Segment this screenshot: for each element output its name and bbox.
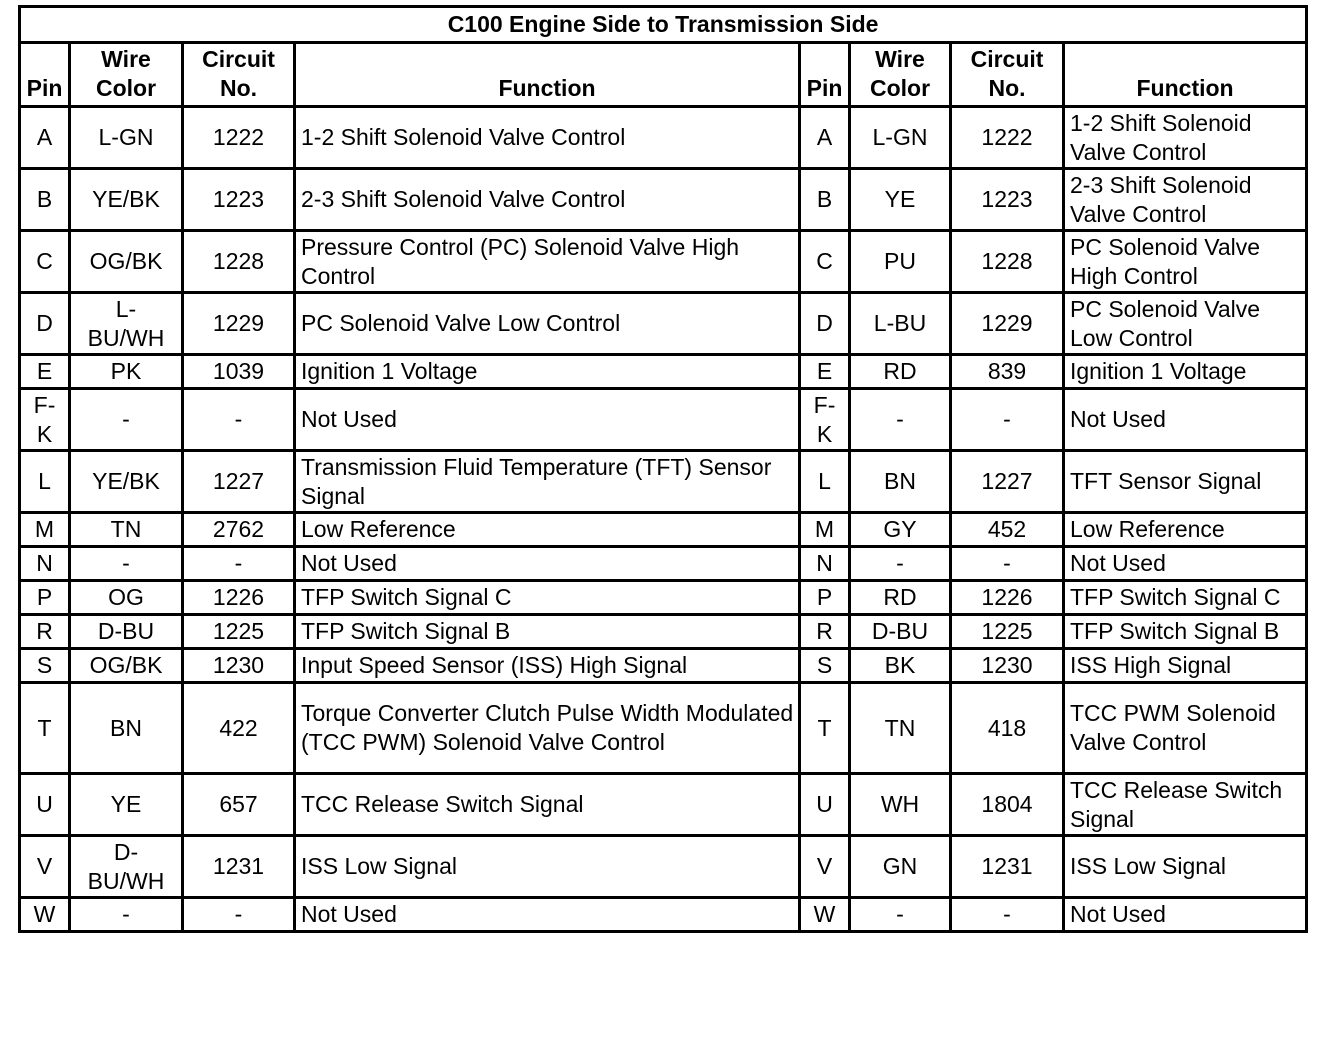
transmission-circuit-number: 1229 <box>951 293 1064 355</box>
engine-pin: L <box>20 451 70 513</box>
table-row <box>20 293 1307 355</box>
transmission-circuit-number: 1227 <box>951 451 1064 513</box>
table-row <box>20 581 1307 615</box>
table-row <box>20 107 1307 169</box>
transmission-function: Low Reference <box>1064 513 1307 547</box>
engine-pin: A <box>20 107 70 169</box>
engine-circuit-number: 1228 <box>183 231 295 293</box>
engine-function: TFP Switch Signal B <box>295 615 800 649</box>
transmission-circuit-number: - <box>951 547 1064 581</box>
engine-wire-color: YE/BK <box>70 451 183 513</box>
transmission-pin: A <box>800 107 850 169</box>
engine-circuit-number: 1223 <box>183 169 295 231</box>
engine-circuit-number: - <box>183 898 295 932</box>
engine-pin: R <box>20 615 70 649</box>
engine-pin: M <box>20 513 70 547</box>
transmission-circuit-number: 1804 <box>951 774 1064 836</box>
transmission-function: PC Solenoid Valve High Control <box>1064 231 1307 293</box>
table-row <box>20 774 1307 836</box>
transmission-wire-color: - <box>850 389 951 451</box>
header-wire-line2: Color <box>95 75 157 101</box>
transmission-pin: E <box>800 355 850 389</box>
engine-pin: S <box>20 649 70 683</box>
table-row <box>20 231 1307 293</box>
engine-wire-color: - <box>70 389 183 451</box>
engine-function: Ignition 1 Voltage <box>295 355 800 389</box>
engine-wire-color: - <box>70 898 183 932</box>
engine-wire-color: OG/BK <box>70 649 183 683</box>
transmission-wire-color: PU <box>850 231 951 293</box>
engine-function: Torque Converter Clutch Pulse Width Modulated (TCC PWM) Solenoid Valve Control <box>295 683 800 774</box>
engine-function: PC Solenoid Valve Low Control <box>295 293 800 355</box>
table-body <box>20 107 1307 932</box>
transmission-circuit-number: 1228 <box>951 231 1064 293</box>
column-header-row <box>20 43 1307 107</box>
transmission-function: Not Used <box>1064 389 1307 451</box>
table-row <box>20 451 1307 513</box>
header-circuit-line1: Circuit <box>970 46 1044 72</box>
transmission-pin: T <box>800 683 850 774</box>
table-row <box>20 513 1307 547</box>
engine-pin: P <box>20 581 70 615</box>
engine-circuit-number: 2762 <box>183 513 295 547</box>
engine-circuit-number: 1231 <box>183 836 295 898</box>
engine-circuit-number: 1225 <box>183 615 295 649</box>
engine-wire-color: D-BU/WH <box>70 836 183 898</box>
engine-function: Not Used <box>295 547 800 581</box>
transmission-function: ISS Low Signal <box>1064 836 1307 898</box>
engine-function: ISS Low Signal <box>295 836 800 898</box>
transmission-wire-color: L-GN <box>850 107 951 169</box>
header-wire-color-transmission <box>850 43 951 107</box>
engine-circuit-number: 422 <box>183 683 295 774</box>
table-row <box>20 898 1307 932</box>
engine-function: Not Used <box>295 389 800 451</box>
table-title: C100 Engine Side to Transmission Side <box>20 7 1307 43</box>
engine-pin: D <box>20 293 70 355</box>
transmission-pin: V <box>800 836 850 898</box>
transmission-circuit-number: 1222 <box>951 107 1064 169</box>
engine-pin: V <box>20 836 70 898</box>
header-pin-engine: Pin <box>20 43 70 107</box>
header-circuit-line1: Circuit <box>202 46 275 72</box>
engine-function: TFP Switch Signal C <box>295 581 800 615</box>
transmission-pin: L <box>800 451 850 513</box>
engine-function: 2-3 Shift Solenoid Valve Control <box>295 169 800 231</box>
header-function-transmission: Function <box>1064 43 1307 107</box>
header-wire-line1: Wire <box>101 46 151 72</box>
engine-pin: C <box>20 231 70 293</box>
transmission-pin: C <box>800 231 850 293</box>
transmission-circuit-number: 418 <box>951 683 1064 774</box>
engine-function: Not Used <box>295 898 800 932</box>
transmission-function: 1-2 Shift Solenoid Valve Control <box>1064 107 1307 169</box>
transmission-circuit-number: - <box>951 898 1064 932</box>
engine-circuit-number: 1227 <box>183 451 295 513</box>
transmission-function: TFT Sensor Signal <box>1064 451 1307 513</box>
transmission-circuit-number: 1226 <box>951 581 1064 615</box>
engine-pin: B <box>20 169 70 231</box>
transmission-wire-color: GN <box>850 836 951 898</box>
engine-pin: T <box>20 683 70 774</box>
table-row <box>20 836 1307 898</box>
transmission-function: Not Used <box>1064 898 1307 932</box>
transmission-pin: N <box>800 547 850 581</box>
engine-wire-color: YE/BK <box>70 169 183 231</box>
engine-wire-color: OG <box>70 581 183 615</box>
engine-function: 1-2 Shift Solenoid Valve Control <box>295 107 800 169</box>
engine-wire-color: YE <box>70 774 183 836</box>
transmission-pin: P <box>800 581 850 615</box>
transmission-function: TFP Switch Signal B <box>1064 615 1307 649</box>
transmission-circuit-number: 1231 <box>951 836 1064 898</box>
engine-circuit-number: - <box>183 389 295 451</box>
transmission-function: 2-3 Shift Solenoid Valve Control <box>1064 169 1307 231</box>
transmission-circuit-number: - <box>951 389 1064 451</box>
transmission-function: TCC PWM Solenoid Valve Control <box>1064 683 1307 774</box>
engine-circuit-number: 1226 <box>183 581 295 615</box>
engine-pin: W <box>20 898 70 932</box>
table-row <box>20 169 1307 231</box>
header-wire-color-engine <box>70 43 183 107</box>
transmission-wire-color: D-BU <box>850 615 951 649</box>
transmission-function: TFP Switch Signal C <box>1064 581 1307 615</box>
engine-circuit-number: 1039 <box>183 355 295 389</box>
engine-pin: E <box>20 355 70 389</box>
transmission-pin: U <box>800 774 850 836</box>
header-function-engine: Function <box>295 43 800 107</box>
engine-wire-color: L-BU/WH <box>70 293 183 355</box>
transmission-function: Not Used <box>1064 547 1307 581</box>
header-circuit-line2: No. <box>219 75 258 101</box>
table-row <box>20 615 1307 649</box>
header-pin-transmission: Pin <box>800 43 850 107</box>
table-row <box>20 389 1307 451</box>
engine-function: Transmission Fluid Temperature (TFT) Sensor Signal <box>295 451 800 513</box>
transmission-wire-color: BN <box>850 451 951 513</box>
transmission-wire-color: RD <box>850 581 951 615</box>
transmission-function: Ignition 1 Voltage <box>1064 355 1307 389</box>
table-row <box>20 649 1307 683</box>
header-wire-line2: Color <box>869 75 931 101</box>
transmission-pin: W <box>800 898 850 932</box>
transmission-circuit-number: 1223 <box>951 169 1064 231</box>
transmission-pin: S <box>800 649 850 683</box>
engine-function: TCC Release Switch Signal <box>295 774 800 836</box>
table-row <box>20 547 1307 581</box>
transmission-pin: R <box>800 615 850 649</box>
engine-wire-color: TN <box>70 513 183 547</box>
engine-circuit-number: 1230 <box>183 649 295 683</box>
engine-pin: N <box>20 547 70 581</box>
transmission-pin: M <box>800 513 850 547</box>
engine-wire-color: - <box>70 547 183 581</box>
engine-function: Low Reference <box>295 513 800 547</box>
transmission-wire-color: YE <box>850 169 951 231</box>
transmission-circuit-number: 452 <box>951 513 1064 547</box>
engine-pin: F-K <box>20 389 70 451</box>
connector-pinout-table <box>18 5 1308 933</box>
engine-circuit-number: 1222 <box>183 107 295 169</box>
transmission-wire-color: BK <box>850 649 951 683</box>
header-circuit-line2: No. <box>988 75 1026 101</box>
transmission-circuit-number: 1225 <box>951 615 1064 649</box>
transmission-wire-color: WH <box>850 774 951 836</box>
transmission-circuit-number: 839 <box>951 355 1064 389</box>
engine-wire-color: PK <box>70 355 183 389</box>
transmission-wire-color: RD <box>850 355 951 389</box>
engine-circuit-number: - <box>183 547 295 581</box>
engine-circuit-number: 1229 <box>183 293 295 355</box>
transmission-pin: D <box>800 293 850 355</box>
transmission-wire-color: TN <box>850 683 951 774</box>
transmission-function: ISS High Signal <box>1064 649 1307 683</box>
transmission-circuit-number: 1230 <box>951 649 1064 683</box>
transmission-wire-color: - <box>850 898 951 932</box>
connector-table-sheet <box>18 5 1305 933</box>
transmission-function: TCC Release Switch Signal <box>1064 774 1307 836</box>
transmission-pin: B <box>800 169 850 231</box>
header-circuit-transmission <box>951 43 1064 107</box>
engine-pin: U <box>20 774 70 836</box>
engine-wire-color: BN <box>70 683 183 774</box>
engine-circuit-number: 657 <box>183 774 295 836</box>
header-wire-line1: Wire <box>875 46 925 72</box>
engine-wire-color: D-BU <box>70 615 183 649</box>
transmission-wire-color: - <box>850 547 951 581</box>
transmission-wire-color: GY <box>850 513 951 547</box>
engine-function: Pressure Control (PC) Solenoid Valve High Control <box>295 231 800 293</box>
engine-wire-color: OG/BK <box>70 231 183 293</box>
engine-wire-color: L-GN <box>70 107 183 169</box>
table-row <box>20 683 1307 774</box>
engine-function: Input Speed Sensor (ISS) High Signal <box>295 649 800 683</box>
transmission-pin: F-K <box>800 389 850 451</box>
transmission-function: PC Solenoid Valve Low Control <box>1064 293 1307 355</box>
transmission-wire-color: L-BU <box>850 293 951 355</box>
header-circuit-engine <box>183 43 295 107</box>
table-row <box>20 355 1307 389</box>
